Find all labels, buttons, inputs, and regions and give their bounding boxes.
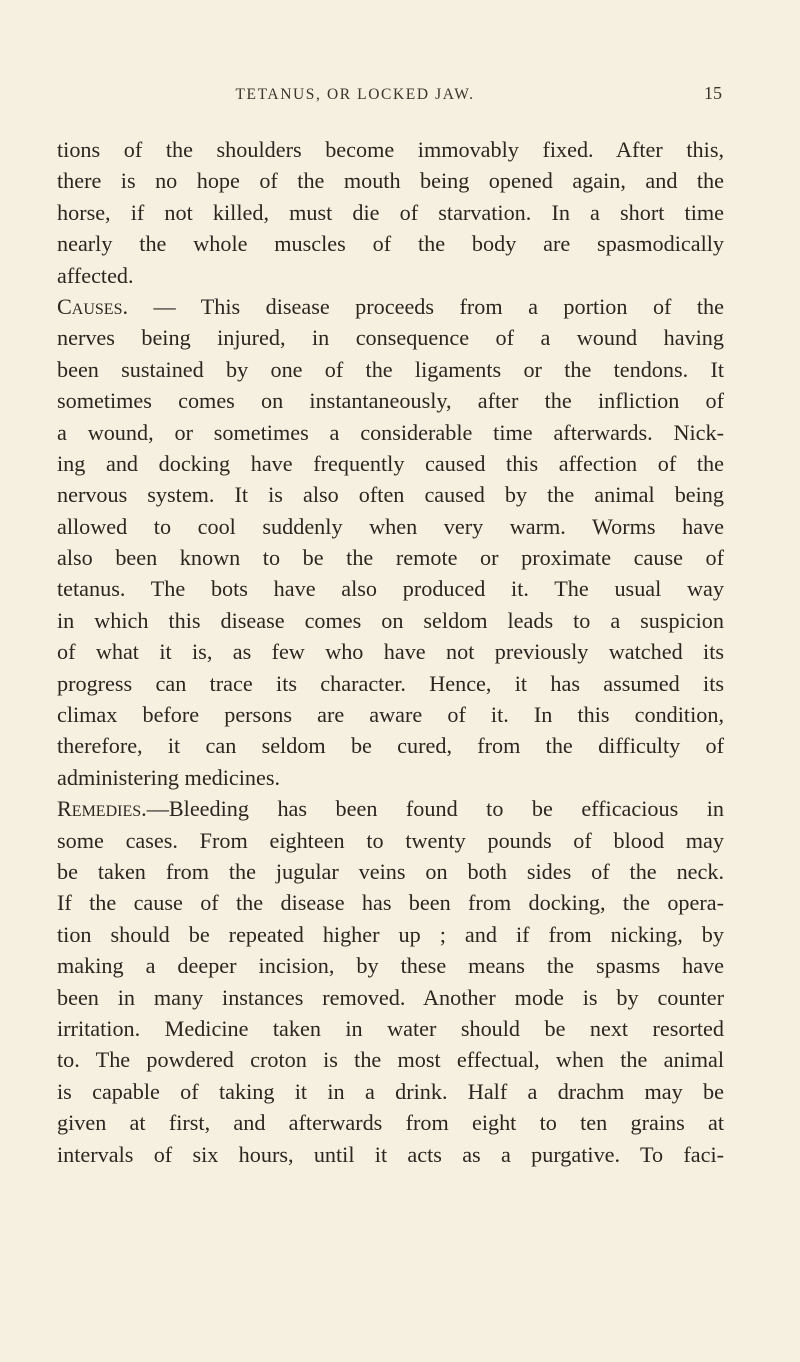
text-line: been sustained by one of the ligaments or the tendons. It bbox=[57, 356, 724, 382]
text-line: ing and docking have frequently caused this affection of the bbox=[57, 450, 724, 476]
text-line: been in many instances removed. Another mode is by counter bbox=[57, 984, 724, 1010]
page-number: 15 bbox=[704, 83, 722, 103]
text-line: nervous system. It is also often caused by the animal being bbox=[57, 482, 724, 508]
text-line: making a deeper incision, by these means the spasms have bbox=[57, 953, 724, 979]
text-line: therefore, it can seldom be cured, from the difficulty of bbox=[57, 733, 724, 759]
text-line: also been known to be the remote or proximate cause of bbox=[57, 545, 724, 571]
text-line bbox=[57, 793, 724, 824]
text-line: affected. bbox=[57, 262, 134, 288]
text-line: be taken from the jugular veins on both sides of the neck. bbox=[57, 858, 724, 884]
text-line: some cases. From eighteen to twenty pounds of blood may bbox=[57, 827, 724, 853]
text-line: nerves being injured, in consequence of a wound having bbox=[57, 325, 724, 351]
text-line: horse, if not killed, must die of starvation. In a short time bbox=[57, 199, 724, 225]
text-line: a wound, or sometimes a considerable time afterwards. Nick- bbox=[57, 419, 724, 445]
paragraph-remedies bbox=[57, 793, 724, 1170]
text-line: progress can trace its character. Hence, it has assumed its bbox=[57, 670, 724, 696]
text-line-rest: — This disease proceeds from a portion of the bbox=[128, 293, 724, 319]
text-line: of what it is, as few who have not previously watched its bbox=[57, 639, 724, 665]
text-line: tion should be repeated higher up ; and if from nicking, by bbox=[57, 921, 724, 947]
text-line: given at first, and afterwards from eight to ten grains at bbox=[57, 1110, 724, 1136]
body-text bbox=[57, 134, 724, 1170]
text-line: climax before persons are aware of it. In this condition, bbox=[57, 702, 724, 728]
text-line: tetanus. The bots have also produced it. The usual way bbox=[57, 576, 724, 602]
text-line: tions of the shoulders become immovably fixed. After this, bbox=[57, 137, 724, 162]
text-line: irritation. Medicine taken in water should be next resorted bbox=[57, 1015, 724, 1041]
running-title: TETANUS, OR LOCKED JAW. bbox=[235, 86, 475, 103]
text-line: nearly the whole muscles of the body are spasmodically bbox=[57, 231, 724, 257]
text-line-rest: —Bleeding has been found to be efficacious in bbox=[146, 796, 724, 822]
paragraph-causes bbox=[57, 291, 724, 793]
section-heading-causes: Causes. bbox=[57, 293, 129, 319]
text-line: administering medicines. bbox=[57, 764, 281, 790]
text-line: sometimes comes on instantaneously, after the infliction of bbox=[57, 388, 724, 414]
text-line: intervals of six hours, until it acts as a purgative. To faci- bbox=[57, 1141, 724, 1167]
text-line: If the cause of the disease has been from docking, the opera- bbox=[57, 890, 724, 916]
text-line: is capable of taking it in a drink. Half a drachm may be bbox=[57, 1078, 724, 1104]
text-line: allowed to cool suddenly when very warm. Worms have bbox=[57, 513, 724, 539]
text-line: there is no hope of the mouth being opened again, and the bbox=[57, 168, 724, 194]
paragraph-continuation bbox=[57, 134, 724, 291]
section-heading-remedies: Remedies. bbox=[57, 796, 147, 822]
text-line: to. The powdered croton is the most effectual, when the animal bbox=[57, 1047, 724, 1073]
text-line bbox=[57, 291, 724, 322]
text-line: in which this disease comes on seldom leads to a suspicion bbox=[57, 607, 724, 633]
